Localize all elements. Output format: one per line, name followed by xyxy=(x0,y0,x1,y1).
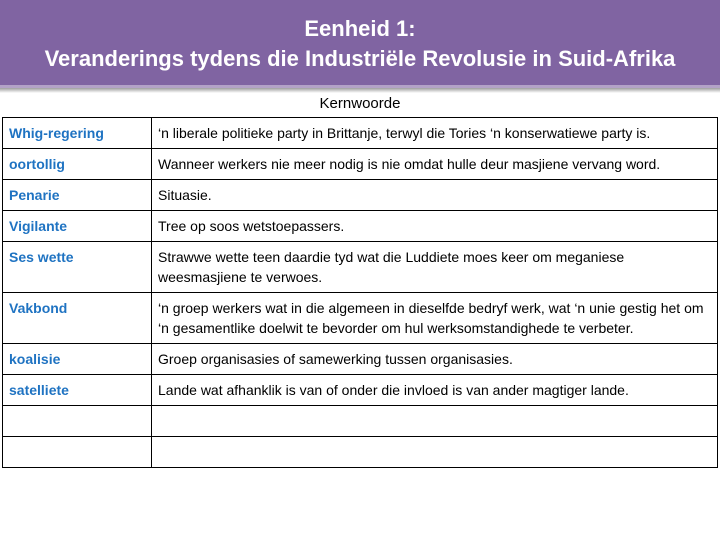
term-cell xyxy=(3,437,152,468)
term-cell: satelliete xyxy=(3,375,152,406)
table-row xyxy=(3,211,718,242)
table-row-empty xyxy=(3,406,718,437)
slide-title-line-1: Eenheid 1: xyxy=(304,16,416,41)
term-cell: Vigilante xyxy=(3,211,152,242)
definition-cell: Situasie. xyxy=(152,180,718,211)
term-cell: koalisie xyxy=(3,344,152,375)
table-row xyxy=(3,375,718,406)
keywords-table xyxy=(2,117,718,468)
term-cell: Vakbond xyxy=(3,293,152,344)
term-cell: Ses wette xyxy=(3,242,152,293)
definition-cell: Strawwe wette teen daardie tyd wat die Luddiete moes keer om meganiese weesmasjiene te verwoes. xyxy=(152,242,718,293)
table-row xyxy=(3,149,718,180)
definition-cell: Wanneer werkers nie meer nodig is nie omdat hulle deur masjiene vervang word. xyxy=(152,149,718,180)
definition-cell xyxy=(152,437,718,468)
table-row xyxy=(3,118,718,149)
term-cell: Penarie xyxy=(3,180,152,211)
table-row xyxy=(3,344,718,375)
definition-cell: Groep organisasies of samewerking tussen organisasies. xyxy=(152,344,718,375)
table-row-empty xyxy=(3,437,718,468)
definition-cell: ‘n liberale politieke party in Brittanje, terwyl die Tories ‘n konserwatiewe party is. xyxy=(152,118,718,149)
slide-title-line-2: Veranderings tydens die Industriële Revolusie in Suid-Afrika xyxy=(44,46,676,71)
table-row xyxy=(3,180,718,211)
definition-cell: Lande wat afhanklik is van of onder die invloed is van ander magtiger lande. xyxy=(152,375,718,406)
table-row xyxy=(3,293,718,344)
table-row xyxy=(3,242,718,293)
term-cell xyxy=(3,406,152,437)
keywords-heading: Kernwoorde xyxy=(319,95,401,112)
term-cell: oortollig xyxy=(3,149,152,180)
definition-cell: ‘n groep werkers wat in die algemeen in dieselfde bedryf werk, wat ‘n unie gestig het om ‘n gesamentlike doelwit te bevorder om hul werksomstandighede te verbeter. xyxy=(152,293,718,344)
title-shadow xyxy=(0,88,720,93)
definition-cell: Tree op soos wetstoepassers. xyxy=(152,211,718,242)
definition-cell xyxy=(152,406,718,437)
title-banner xyxy=(0,0,720,88)
term-cell: Whig-regering xyxy=(3,118,152,149)
